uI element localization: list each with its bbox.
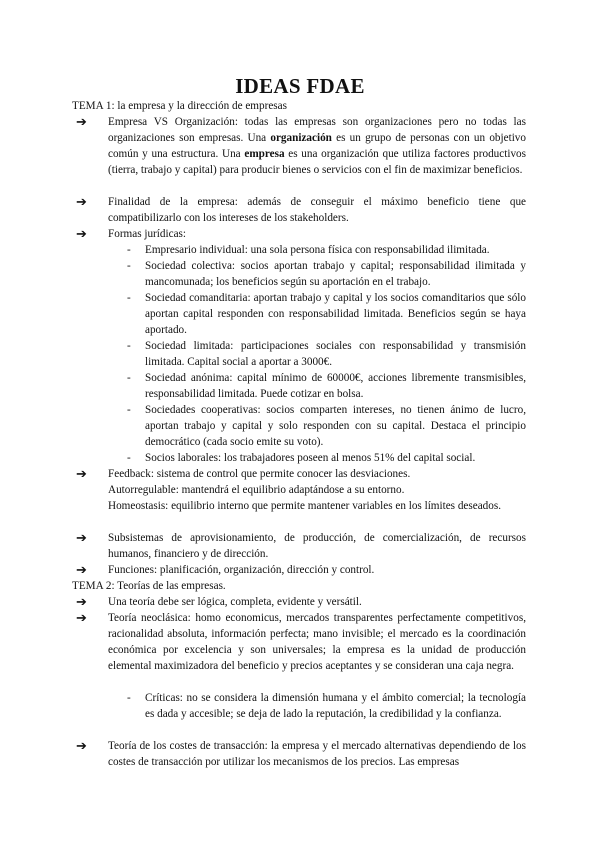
arrow-bullet-icon: ➔ [76,738,87,753]
arrow-bullet-icon: ➔ [76,594,87,609]
list-item-text: Feedback: sistema de control que permite conocer las desviaciones. [108,468,411,480]
list-item-text: Finalidad de la empresa: además de conseguir el máximo beneficio tiene que compatibilizarlo con los intereses de los stakeholders. [108,196,526,224]
sub-item-criticas: - Críticas: no se considera la dimensión humana y el ámbito comercial; la tecnología es dada y accesible; se deja de lado la reputación, la credibilidad y la confianza. [127,692,526,720]
dash-bullet: - [127,292,131,304]
document-title: IDEAS FDAE [235,74,365,98]
list-item-teoria-requisitos [76,594,526,610]
list-item-text: Una teoría debe ser lógica, completa, evidente y versátil. [108,596,362,608]
dash-bullet: - [127,244,131,256]
note-autorregulable: Autorregulable: mantendrá el equilibrio adaptándose a su entorno. [108,484,405,496]
bold-term-organizacion: organización [270,132,332,144]
list-item-funciones [76,562,526,578]
list-item-subsistemas [76,530,526,562]
list-item-text: Funciones: planificación, organización, dirección y control. [108,564,375,576]
dash-bullet: - [127,340,131,352]
sub-item-sociedades-cooperativas: - Sociedades cooperativas: socios comparten intereses, no tienen ánimo de lucro, aportan trabajo y capital y solo responden con su capital. Destaca el principio democrático (cada socio emite su voto). [127,404,526,448]
list-item-finalidad [76,194,526,226]
list-item-text: Subsistemas de aprovisionamiento, de producción, de comercialización, de recursos humanos, financiero y de dirección. [108,532,526,560]
arrow-bullet-icon: ➔ [76,466,87,481]
dash-bullet: - [127,452,131,464]
list-item-formas-juridicas [76,226,526,242]
tema-1-heading: TEMA 1: la empresa y la dirección de empresas [72,100,287,112]
sub-item-socios-laborales: - Socios laborales: los trabajadores poseen al menos 51% del capital social. [127,452,476,464]
list-item-empresa-vs-organizacion [76,114,526,178]
arrow-bullet-icon: ➔ [76,194,87,209]
dash-bullet: - [127,404,131,416]
list-item-costes-transaccion [76,738,526,770]
list-item-teoria-neoclasica [76,610,526,674]
dash-bullet: - [127,260,131,272]
sub-item-sociedad-anonima: - Sociedad anónima: capital mínimo de 60000€, acciones libremente transmisibles, responsabilidad limitada. Puede cotizar en bolsa. [127,372,526,400]
list-item-text: Teoría de los costes de transacción: la empresa y el mercado alternativas dependiendo de los costes de transacción por utilizar los mecanismos de los precios. Las empresas [108,740,526,768]
tema-2-heading: TEMA 2: Teorías de las empresas. [72,580,226,592]
list-item-feedback [76,466,526,482]
sub-item-sociedad-comanditaria: - Sociedad comanditaria: aportan trabajo y capital y los socios comanditarios que sólo aportan capital responden con responsabilidad limitada. Beneficios según se haya aportado. [127,292,526,336]
sub-item-sociedad-limitada: - Sociedad limitada: participaciones sociales con responsabilidad y transmisión limitada. Capital social a aportar a 3000€. [127,340,526,368]
arrow-bullet-icon: ➔ [76,562,87,577]
arrow-bullet-icon: ➔ [76,610,87,625]
list-item-text: Empresa VS Organización: todas las empresas son organizaciones pero no todas las organizaciones son empresas. Una organización es un grupo de personas con un objetivo común y una estructura. Una empresa es una organización que utiliza factores productivos (tierra, trabajo y capital) para producir bienes o servicios con el fin de maximizar beneficios. [108,116,526,176]
arrow-bullet-icon: ➔ [76,226,87,241]
arrow-bullet-icon: ➔ [76,114,87,129]
list-item-text: Formas jurídicas: [108,228,186,240]
bold-term-empresa: empresa [244,148,285,160]
note-homeostasis: Homeostasis: equilibrio interno que permite mantener variables en los límites deseados. [108,500,502,512]
dash-bullet: - [127,692,131,704]
sub-item-empresario-individual: - Empresario individual: una sola persona física con responsabilidad ilimitada. [127,244,490,256]
arrow-bullet-icon: ➔ [76,530,87,545]
sub-item-sociedad-colectiva: - Sociedad colectiva: socios aportan trabajo y capital; responsabilidad ilimitada y mancomunada; los beneficios según su aportación en el trabajo. [127,260,526,288]
list-item-text: Teoría neoclásica: homo economicus, mercados transparentes perfectamente competitivos, racionalidad absoluta, información perfecta; mano invisible; el mercado es la coordinación económica por excelencia y son universales; la empresa es la unidad de producción elemental maximizadora del beneficio y precios aceptantes y se consideran una caja negra. [108,612,526,672]
dash-bullet: - [127,372,131,384]
